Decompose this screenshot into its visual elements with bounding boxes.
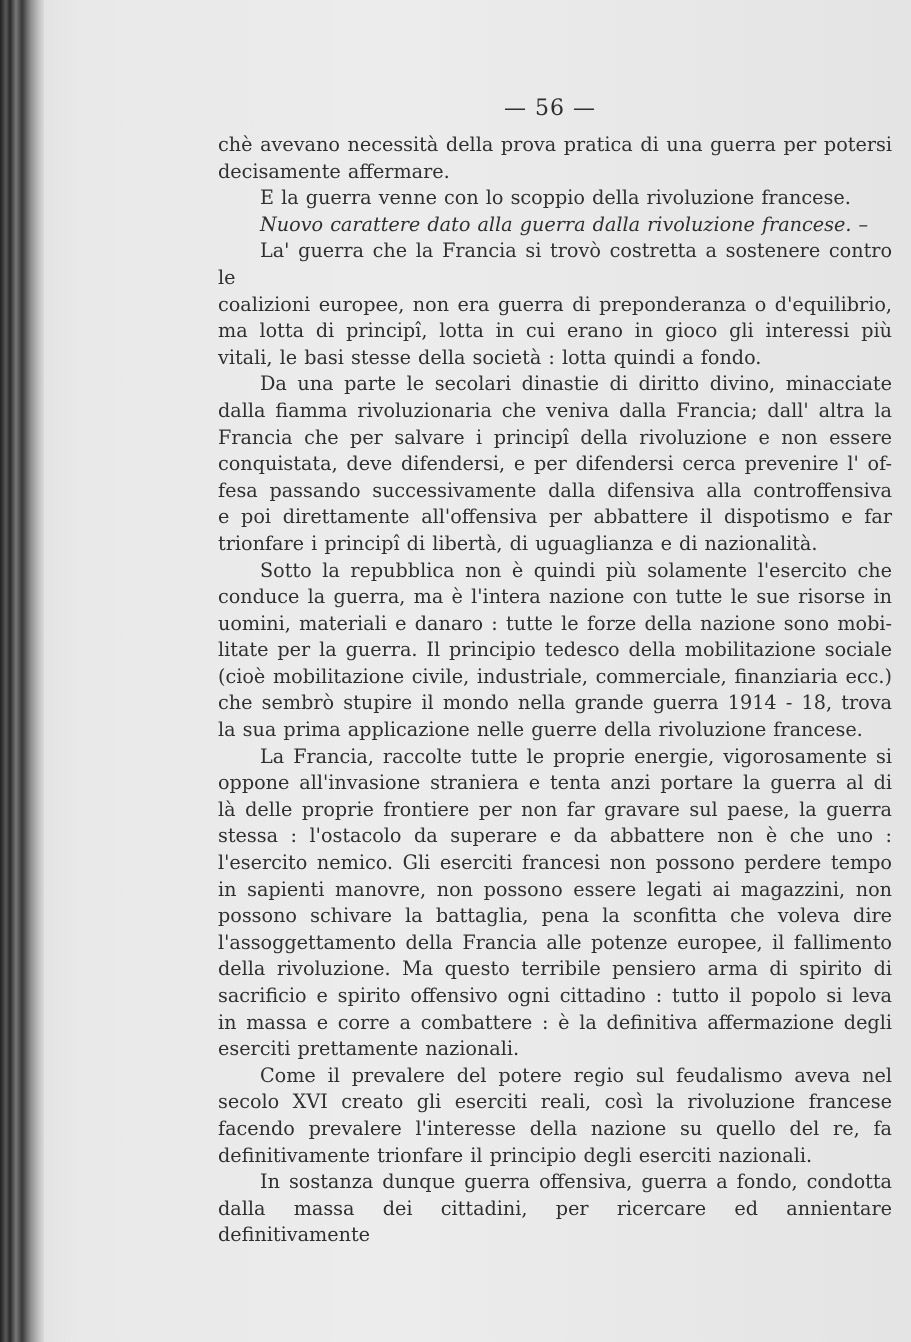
paragraph-line: E la guerra venne con lo scoppio della rivoluzione francese. bbox=[260, 186, 851, 210]
paragraph-line: La' guerra che la Francia si trovò costretta a sostenere contro le bbox=[218, 239, 892, 289]
body-text bbox=[218, 132, 892, 1249]
paragraph-line: ma lotta di principî, lotta in cui erano in gioco gli interessi più bbox=[218, 319, 892, 343]
paragraph-line: Come il prevalere del potere regio sul feudalismo aveva nel bbox=[260, 1063, 892, 1087]
paragraph-line: chè avevano necessità della prova pratica di una guerra per potersi bbox=[218, 133, 892, 156]
paragraph-line: facendo prevalere l'interesse della nazione su quello del re, fa bbox=[218, 1116, 892, 1140]
book-binding-edge bbox=[0, 0, 44, 1342]
paragraph-line: fesa passando successivamente dalla difensiva alla controffensiva bbox=[218, 478, 892, 502]
paragraph-line: Francia che per salvare i principî della rivoluzione e non essere bbox=[218, 425, 892, 449]
paragraph-line: uomini, materiali e danaro : tutte le forze della nazione sono mobi- bbox=[218, 611, 892, 635]
paragraph-line: possono schivare la battaglia, pena la sconfitta che voleva dire bbox=[218, 904, 892, 928]
paragraph-line: dalla massa dei cittadini, per ricercare ed annientare definitivamente bbox=[218, 1196, 892, 1247]
paragraph-line: eserciti prettamente nazionali. bbox=[218, 1037, 520, 1061]
paragraph-line: la sua prima applicazione nelle guerre della rivoluzione francese. bbox=[218, 718, 863, 742]
paragraph-line: La Francia, raccolte tutte le proprie energie, vigorosamente si bbox=[260, 744, 892, 768]
paragraph-line: coalizioni europee, non era guerra di preponderanza o d'equilibrio, bbox=[218, 292, 892, 316]
paragraph-line: dalla fiamma rivoluzionaria che veniva dalla Francia; dall' altra la bbox=[218, 398, 892, 422]
paragraph-line: decisamente affermare. bbox=[218, 159, 450, 183]
paragraph-line: Da una parte le secolari dinastie di diritto divino, minacciate bbox=[260, 372, 892, 396]
paragraph-line: definitivamente trionfare il principio degli eserciti nazionali. bbox=[218, 1143, 813, 1167]
paragraph-line: litate per la guerra. Il principio tedesco della mobilitazione sociale bbox=[218, 638, 892, 662]
paragraph-line: in sapienti manovre, non possono essere legati ai magazzini, non bbox=[218, 877, 892, 901]
paragraph-line: In sostanza dunque guerra offensiva, guerra a fondo, condotta bbox=[260, 1170, 892, 1194]
paragraph-line: vitali, le basi stesse della società : lotta quindi a fondo. bbox=[218, 345, 762, 369]
page-number: — 56 — bbox=[504, 96, 596, 121]
paragraph-line: stessa : l'ostacolo da superare e da abbattere non è che uno : bbox=[218, 824, 892, 848]
paragraph-line: sacrificio e spirito offensivo ogni cittadino : tutto il popolo si leva bbox=[218, 984, 892, 1007]
paragraph-line: conduce la guerra, ma è l'intera nazione con tutte le sue risorse in bbox=[218, 585, 892, 609]
paragraph-line: secolo XVI creato gli eserciti reali, così la rivoluzione francese bbox=[218, 1090, 892, 1114]
paragraph-line: l'esercito nemico. Gli eserciti francesi non possono perdere tempo bbox=[218, 851, 892, 875]
paragraph-line: trionfare i principî di libertà, di uguaglianza e di nazionalità. bbox=[218, 531, 818, 555]
paragraph-line: Sotto la repubblica non è quindi più solamente l'esercito che bbox=[260, 558, 892, 582]
paragraph-line: (cioè mobilitazione civile, industriale, commerciale, finanziaria ecc.) bbox=[218, 664, 892, 688]
paragraph-line: conquistata, deve difendersi, e per difendersi cerca prevenire l' of- bbox=[218, 452, 892, 476]
paragraph-line: là delle proprie frontiere per non far gravare sul paese, la guerra bbox=[218, 797, 892, 821]
paragraph-line: e poi direttamente all'offensiva per abbattere il dispotismo e far bbox=[218, 505, 892, 529]
paragraph-line: in massa e corre a combattere : è la definitiva affermazione degli bbox=[218, 1010, 892, 1034]
section-heading: Nuovo carattere dato alla guerra dalla rivoluzione francese. – bbox=[260, 212, 869, 236]
paragraph-line: che sembrò stupire il mondo nella grande guerra 1914 - 18, trova bbox=[218, 691, 892, 715]
paragraph-line: l'assoggettamento della Francia alle potenze europee, il fallimento bbox=[218, 930, 892, 954]
paragraph-line: oppone all'invasione straniera e tenta anzi portare la guerra al di bbox=[218, 771, 892, 795]
paragraph-line: della rivoluzione. Ma questo terribile pensiero arma di spirito di bbox=[218, 957, 892, 981]
